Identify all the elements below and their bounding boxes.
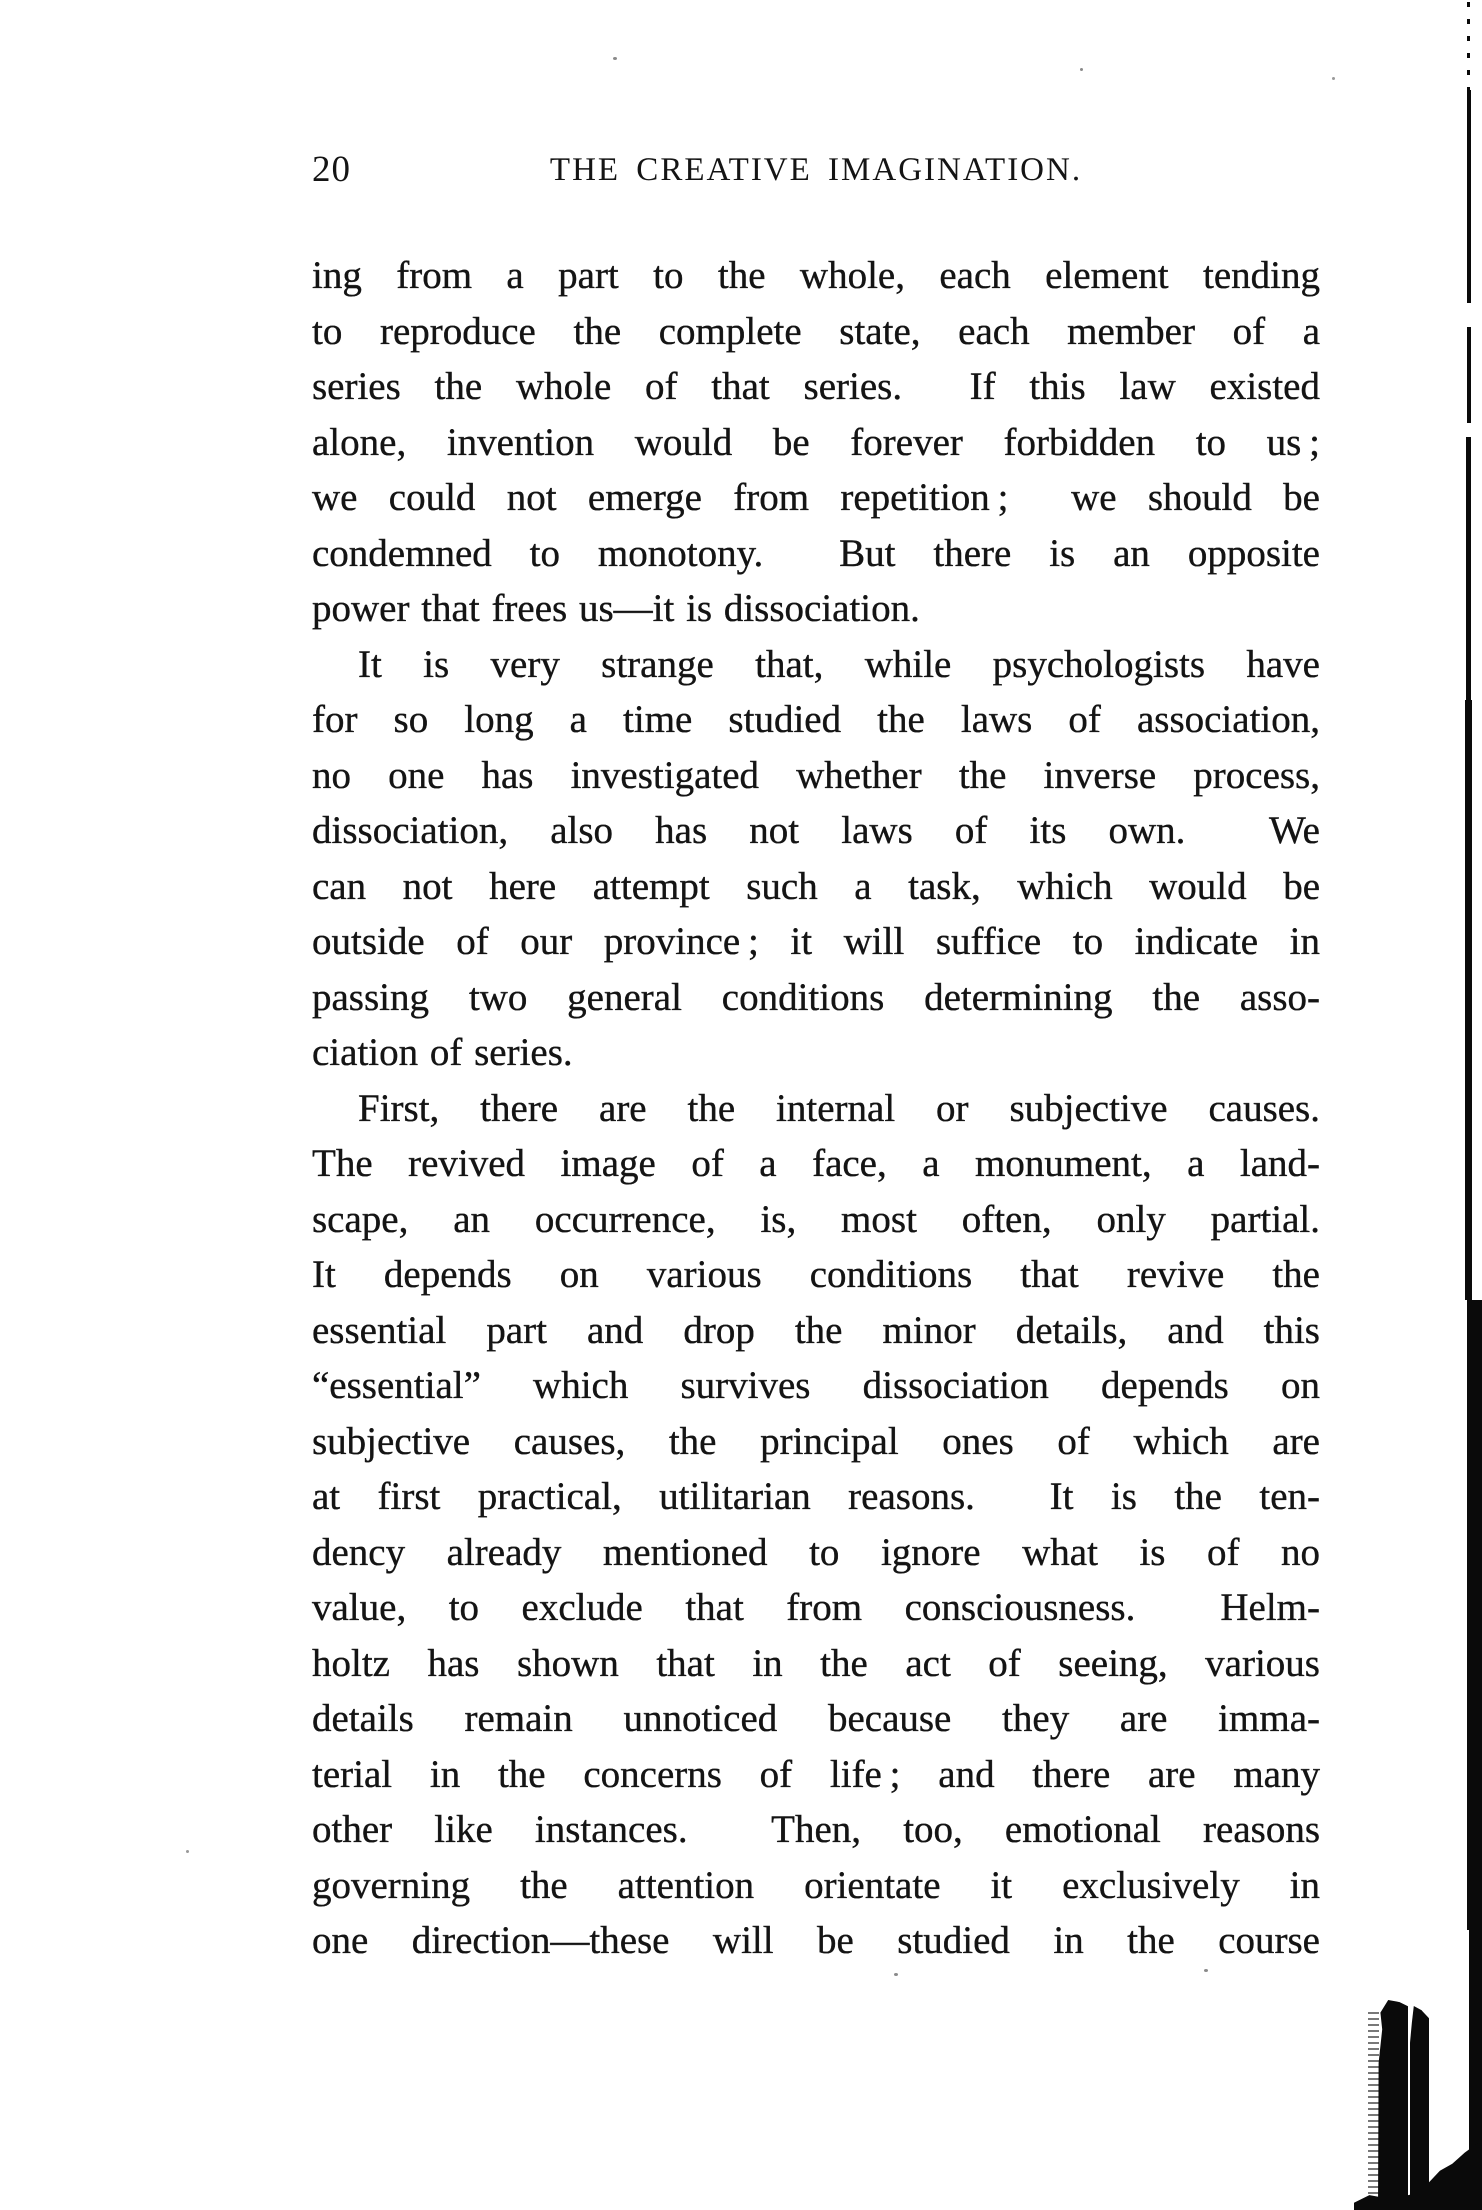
text-line: one direction—these will be studied in the course <box>312 1919 1320 1962</box>
paragraph <box>312 637 1320 1081</box>
text-line: dissociation, also has not laws of its own. We <box>312 809 1320 852</box>
running-title: THE CREATIVE IMAGINATION. <box>549 152 1083 188</box>
text-line: governing the attention orientate it exclusively in <box>312 1863 1320 1907</box>
scan-edge-line <box>1467 327 1471 423</box>
running-head <box>312 146 1320 194</box>
text-line: subjective causes, the principal ones of which are <box>312 1419 1320 1463</box>
scan-edge-line <box>1467 90 1471 303</box>
text-line: we could not emerge from repetition ; we should be <box>312 476 1320 519</box>
text-line: no one has investigated whether the inverse process, <box>312 753 1320 797</box>
scan-dust-speck <box>613 57 617 60</box>
text-line: ciation of series. <box>312 1031 573 1074</box>
scan-dust-speck <box>1332 77 1335 80</box>
text-line: It is very strange that, while psychologists have <box>358 642 1320 686</box>
scan-edge-line <box>1466 437 1471 700</box>
scan-dust-speck <box>1204 1969 1208 1972</box>
scan-dust-speck <box>186 1850 189 1853</box>
text-line: condemned to monotony. But there is an opposite <box>312 531 1320 575</box>
text-line: scape, an occurrence, is, most often, only partial. <box>312 1197 1320 1241</box>
text-line: First, there are the internal or subjective causes. <box>358 1086 1320 1130</box>
scan-dust-speck <box>1080 68 1083 71</box>
text-line: at first practical, utilitarian reasons. It is the ten- <box>312 1475 1320 1518</box>
page-number: 20 <box>312 149 351 190</box>
scan-dust-speck <box>894 1973 898 1976</box>
text-line: ing from a part to the whole, each element tending <box>312 254 1320 297</box>
text-line: It depends on various conditions that revive the <box>312 1253 1320 1296</box>
text-line: for so long a time studied the laws of association, <box>312 698 1320 741</box>
scan-ink-blob <box>1378 2000 1408 2210</box>
scan-ink-blob <box>1410 2006 1429 2210</box>
text-line: dency already mentioned to ignore what is of no <box>312 1530 1320 1574</box>
scan-noise-speckle <box>1368 2012 1379 2210</box>
text-line: “essential” which survives dissociation depends on <box>312 1364 1320 1407</box>
scan-edge-line <box>1465 700 1472 1300</box>
text-line: outside of our province ; it will suffice to indicate in <box>312 920 1320 963</box>
text-line: can not here attempt such a task, which would be <box>312 864 1320 908</box>
text-line: details remain unnoticed because they are imma- <box>312 1697 1320 1740</box>
text-line: holtz has shown that in the act of seeing, various <box>312 1641 1320 1685</box>
paragraph <box>312 248 1320 637</box>
text-line: to reproduce the complete state, each member of a <box>312 309 1320 353</box>
scan-edge-dotted-line <box>1467 2 1470 90</box>
text-line: other like instances. Then, too, emotional reasons <box>312 1808 1320 1851</box>
text-line: The revived image of a face, a monument, a land- <box>312 1142 1320 1185</box>
text-line: series the whole of that series. If this law existed <box>312 365 1320 408</box>
text-line: alone, invention would be forever forbidden to us ; <box>312 420 1320 464</box>
scan-edge-bar <box>1467 1300 1482 1930</box>
text-line: value, to exclude that from consciousness. Helm- <box>312 1586 1320 1629</box>
text-line: terial in the concerns of life ; and there are many <box>312 1752 1320 1796</box>
text-line: power that frees us—it is dissociation. <box>312 587 920 630</box>
paragraph <box>312 1081 1320 1969</box>
body-text <box>312 248 1320 1969</box>
text-line: passing two general conditions determining the asso- <box>312 975 1320 1019</box>
text-line: essential part and drop the minor details, and this <box>312 1308 1320 1352</box>
